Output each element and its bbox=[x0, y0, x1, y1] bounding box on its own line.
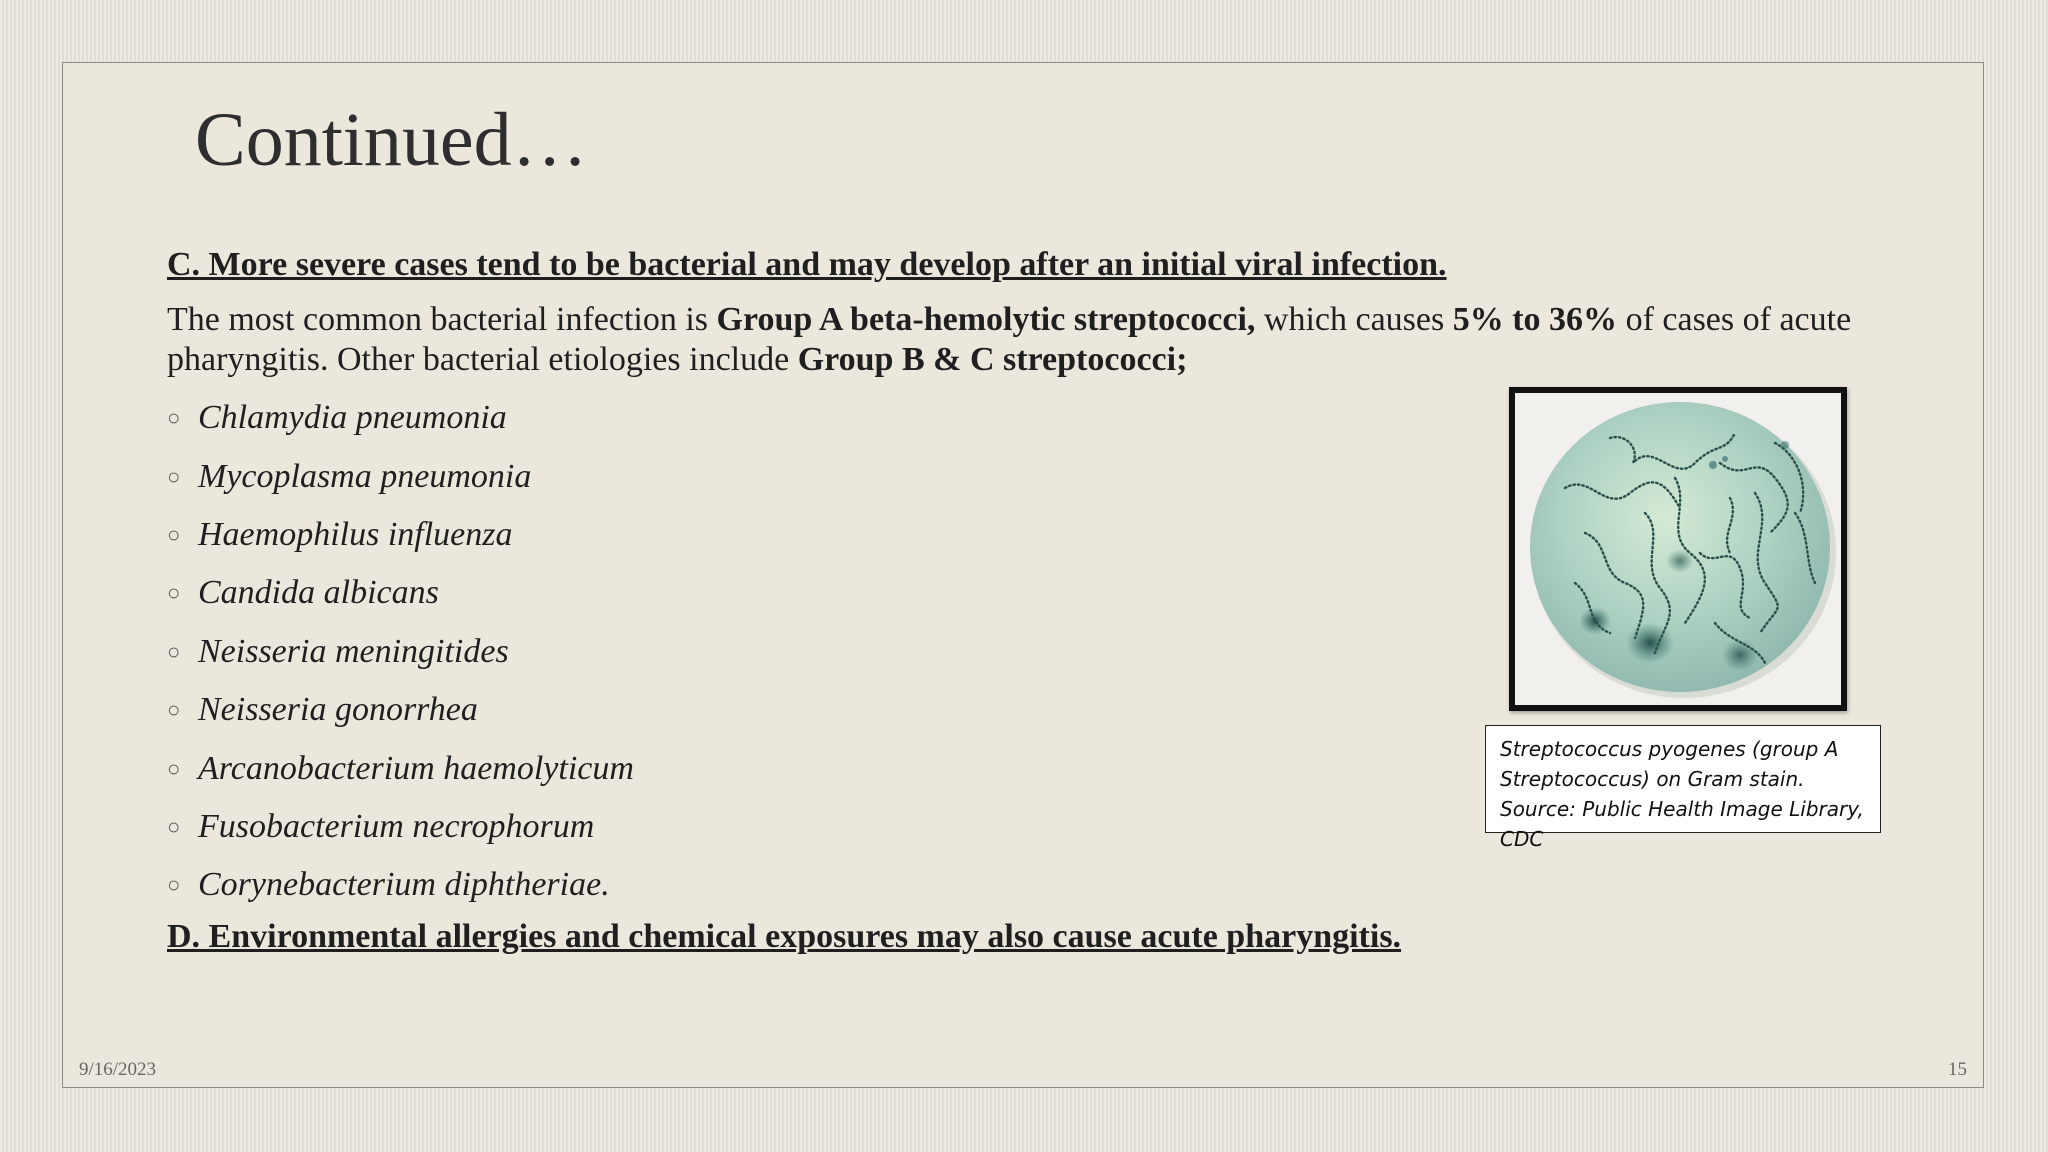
section-d-heading: D. Environmental allergies and chemical exposures may also cause acute pharyngitis. bbox=[167, 917, 1402, 955]
bullet-circle-icon: ○ bbox=[167, 814, 181, 840]
bullet-circle-icon: ○ bbox=[167, 405, 181, 431]
list-item-text: Chlamydia pneumonia bbox=[198, 399, 507, 437]
list-item-text: Neisseria gonorrhea bbox=[198, 691, 478, 729]
list-item-text: Mycoplasma pneumonia bbox=[198, 457, 532, 495]
bullet-circle-icon: ○ bbox=[167, 522, 181, 548]
bullet-circle-icon: ○ bbox=[167, 580, 181, 606]
list-item-text: Neisseria meningitides bbox=[198, 632, 509, 670]
paragraph-bold-3: Group B & C streptococci; bbox=[797, 340, 1188, 378]
list-item-text: Candida albicans bbox=[198, 574, 439, 612]
paragraph-bold-1: Group A beta-hemolytic streptococci, bbox=[716, 301, 1256, 339]
streptococcus-micrograph-image bbox=[1515, 393, 1841, 705]
slide bbox=[62, 62, 1984, 1088]
intro-paragraph bbox=[167, 300, 1927, 379]
paragraph-text-3: of cases of acute pharyngitis. Other bacterial etiologies include bbox=[167, 301, 1852, 378]
bullet-circle-icon: ○ bbox=[167, 872, 181, 898]
list-item-text: Corynebacterium diphtheriae. bbox=[198, 866, 610, 904]
section-c-heading: C. More severe cases tend to be bacterial and may develop after an initial viral infection. bbox=[167, 246, 1447, 283]
slide-title: Continued… bbox=[195, 98, 588, 182]
list-item-text: Haemophilus influenza bbox=[198, 516, 513, 554]
list-item bbox=[167, 856, 1927, 914]
footer-date: 9/16/2023 bbox=[79, 1059, 157, 1080]
bullet-circle-icon: ○ bbox=[167, 755, 181, 781]
list-item-text: Fusobacterium necrophorum bbox=[198, 808, 595, 846]
list-item-text: Arcanobacterium haemolyticum bbox=[198, 749, 634, 787]
micrograph-figure bbox=[1509, 387, 1847, 711]
paragraph-text-1: The most common bacterial infection is bbox=[167, 301, 717, 339]
bullet-circle-icon: ○ bbox=[167, 638, 181, 664]
paragraph-bold-2: 5% to 36% bbox=[1452, 301, 1618, 339]
paragraph-text-2: which causes bbox=[1255, 301, 1453, 339]
page-number: 15 bbox=[1948, 1059, 1967, 1080]
bullet-circle-icon: ○ bbox=[167, 697, 181, 723]
figure-caption: Streptococcus pyogenes (group A Streptococcus) on Gram stain. Source: Public Health Image Library, CDC bbox=[1485, 725, 1881, 833]
bullet-circle-icon: ○ bbox=[167, 463, 181, 489]
